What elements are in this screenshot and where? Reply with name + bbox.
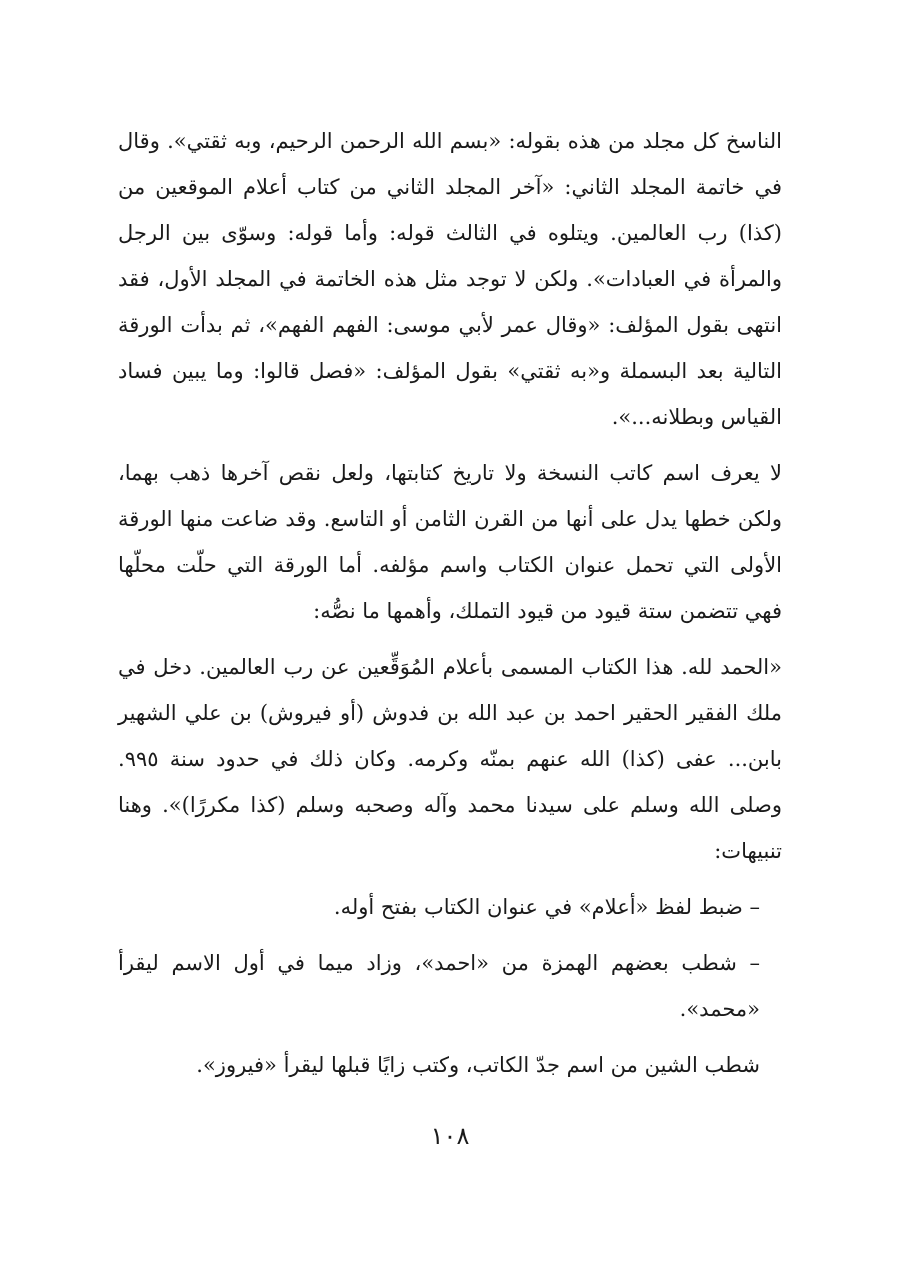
paragraph-spacer	[118, 440, 782, 450]
paragraph-spacer	[118, 634, 782, 644]
paragraph-copyist-unknown: لا يعرف اسم كاتب النسخة ولا تاريخ كتابتها، ولعل نقص آخرها ذهب بهما، ولكن خطها يدل على أنها من القرن الثامن أو التاسع. وقد ضاعت منها الورقة الأولى التي تحمل عنوان الكتاب واسم مؤلفه. أما الورقة التي حلّت محلّها فهي تتضمن ستة قيود من قيود التملك، وأهمها ما نصُّه:	[118, 461, 782, 623]
paragraph-spacer	[118, 874, 782, 884]
note-title-vocalization: – ضبط لفظ «أعلام» في عنوان الكتاب بفتح أوله.	[333, 895, 760, 919]
page-number: ١٠٨	[430, 1122, 470, 1150]
note-hamza-struck: – شطب بعضهم الهمزة من «احمد»، وزاد ميما في أول الاسم ليقرأ «محمد».	[118, 951, 760, 1021]
page-body	[118, 118, 782, 1088]
paragraph-manuscript-colophon: الناسخ كل مجلد من هذه بقوله: «بسم الله الرحمن الرحيم، وبه ثقتي». وقال في خاتمة المجلد الثاني: «آخر المجلد الثاني من كتاب أعلام الموقعين من (كذا) رب العالمين. ويتلوه في الثالث قوله: وأما قوله: وسوّى بين الرجل والمرأة في العبادات». ولكن لا توجد مثل هذه الخاتمة في المجلد الأول، فقد انتهى بقول المؤلف: «وقال عمر لأبي موسى: الفهم الفهم»، ثم بدأت الورقة التالية بعد البسملة و«به ثقتي» بقول المؤلف: «فصل قالوا: وما يبين فساد القياس وبطلانه...».	[118, 129, 782, 429]
note-shin-struck: شطب الشين من اسم جدّ الكاتب، وكتب زايًا قبلها ليقرأ «فيروز».	[196, 1053, 760, 1077]
paragraph-ownership-quote: «الحمد لله. هذا الكتاب المسمى بأعلام المُوَقِّعين عن رب العالمين. دخل في ملك الفقير الحقير احمد بن عبد الله بن فدوش (أو فيروش) بن علي الشهير بابن... عفى (كذا) الله عنهم بمنّه وكرمه. وكان ذلك في حدود سنة ٩٩٥. وصلى الله وسلم على سيدنا محمد وآله وصحبه وسلم (كذا مكررًا)». وهنا تنبيهات:	[118, 655, 782, 863]
paragraph-spacer	[118, 1032, 782, 1042]
paragraph-spacer	[118, 930, 782, 940]
